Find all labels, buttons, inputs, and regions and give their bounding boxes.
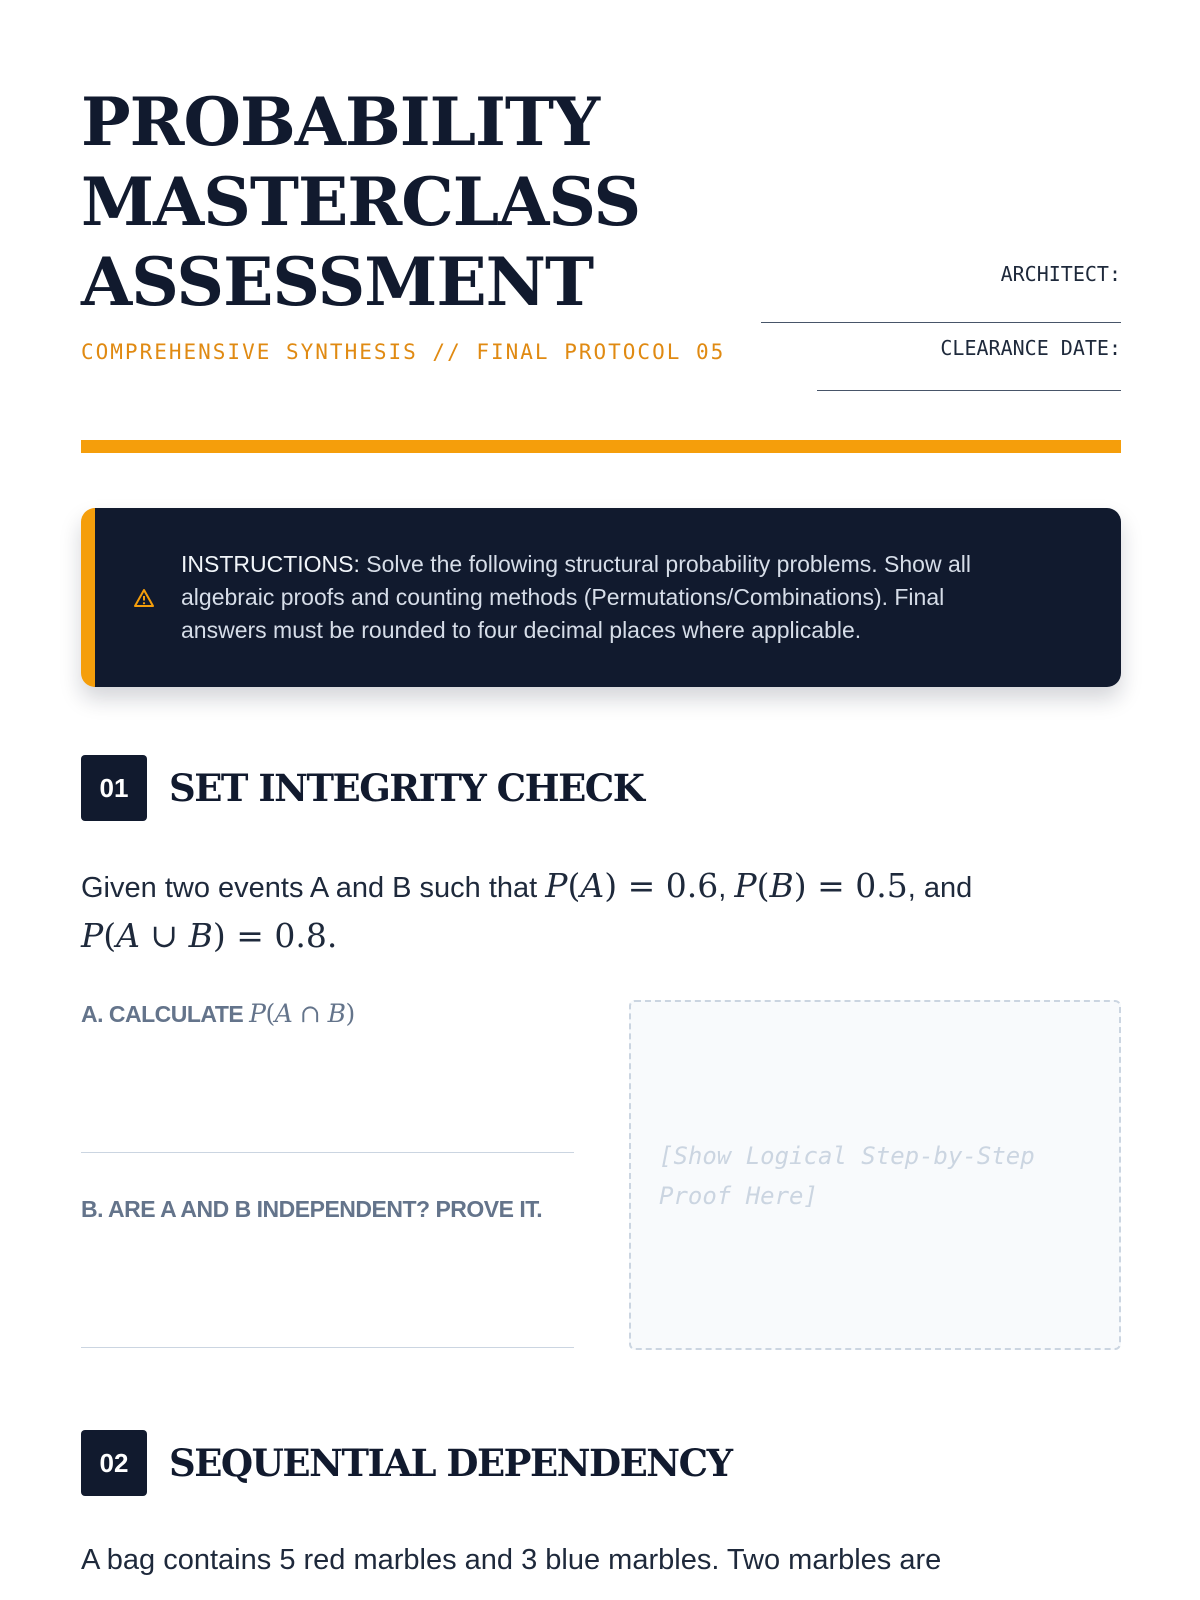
formula-intersection: P(A ∩ B) — [249, 999, 355, 1028]
warning-triangle-icon — [133, 588, 155, 608]
accent-divider — [81, 440, 1121, 453]
clearance-date-field[interactable] — [817, 336, 1121, 391]
clearance-date-line[interactable] — [817, 360, 1121, 391]
title-line: PROBABILITY — [81, 83, 600, 161]
section-title: SEQUENTIAL DEPENDENCY — [169, 1441, 732, 1485]
formula-pb: P(B) = 0.5 — [734, 866, 908, 905]
problem-statement-02: A bag contains 5 red marbles and 3 blue marbles. Two marbles are — [81, 1544, 942, 1576]
assessment-page — [81, 0, 1121, 1576]
section-title: SET INTEGRITY CHECK — [169, 766, 644, 810]
problem-intro: Given two events A and B such that — [81, 872, 546, 904]
section-header-01 — [81, 755, 643, 821]
question-a-label — [81, 999, 355, 1028]
proof-placeholder: [Show Logical Step-by-Step Proof Here] — [659, 1142, 1035, 1210]
question-a-text: A. CALCULATE — [81, 1001, 250, 1027]
instructions-body: Solve the following structural probability problems. Show all algebraic proofs and counting methods (Permutations/Combinations). Final answers must be rounded to four decimal places where applicable. — [181, 551, 971, 643]
section-number-badge: 01 — [81, 755, 147, 821]
architect-field[interactable] — [761, 262, 1121, 323]
title-line: MASTERCLASS — [81, 163, 641, 241]
instructions-lead: INSTRUCTIONS: — [181, 551, 360, 577]
instructions-text — [181, 548, 1031, 647]
section-header-02 — [81, 1430, 732, 1496]
formula-pa: P(A) = 0.6 — [545, 866, 719, 905]
problem-statement-01: Given two events A and B such that P(A) = 0.6, P(B) = 0.5, and P(A ∪ B) = 0.8. — [81, 866, 973, 955]
formula-union: P(A ∪ B) = 0.8. — [81, 916, 338, 955]
header — [81, 0, 1121, 455]
clearance-date-label: CLEARANCE DATE: — [940, 336, 1121, 360]
section-number-badge: 02 — [81, 1430, 147, 1496]
question-b-label: B. ARE A AND B INDEPENDENT? PROVE IT. — [81, 1196, 543, 1222]
instructions-panel — [81, 508, 1121, 687]
title-line: ASSESSMENT — [81, 243, 594, 321]
proof-area[interactable] — [629, 1000, 1121, 1350]
answer-line-b[interactable] — [81, 1347, 574, 1348]
page-title — [81, 82, 640, 322]
architect-line[interactable] — [761, 286, 1121, 323]
answer-line-a[interactable] — [81, 1152, 574, 1153]
problem-and: , and — [907, 872, 973, 904]
subtitle: COMPREHENSIVE SYNTHESIS // FINAL PROTOCOL 05 — [81, 340, 726, 364]
architect-label: ARCHITECT: — [1000, 262, 1121, 286]
